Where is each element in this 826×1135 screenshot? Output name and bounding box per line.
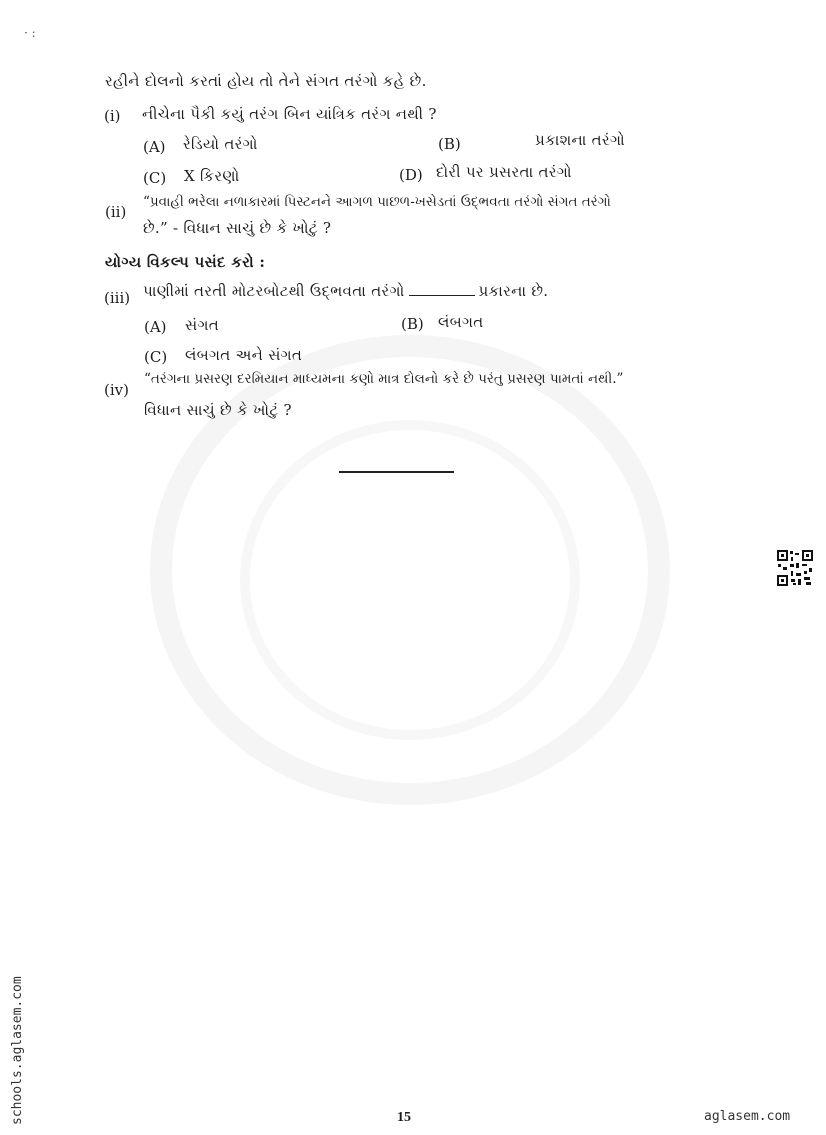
q2-number: (ii) xyxy=(105,203,127,221)
q3-option-b-label: (B) xyxy=(401,315,424,333)
q3-option-c-label: (C) xyxy=(144,348,168,366)
q1-option-b-text: પ્રકાશના તરંગો xyxy=(535,131,625,149)
footer-watermark: aglasem.com xyxy=(704,1109,791,1124)
q3-option-a-label: (A) xyxy=(144,318,167,336)
q1-option-c-text: X કિરણો xyxy=(184,167,240,185)
qr-code-icon xyxy=(776,549,814,587)
q3-option-b-text: લંબગત xyxy=(438,313,484,331)
q1-option-a-label: (A) xyxy=(143,138,166,156)
q1-option-b-label: (B) xyxy=(438,135,461,153)
section-heading: યોગ્ય વિકલ્પ પસંદ કરો : xyxy=(105,253,266,271)
end-rule xyxy=(339,471,454,473)
q1-option-d-text: દોરી પર પ્રસરતા તરંગો xyxy=(436,163,572,181)
q1-option-c-label: (C) xyxy=(143,169,167,187)
page-number: 15 xyxy=(397,1110,411,1125)
q1-option-d-label: (D) xyxy=(399,166,423,184)
q4-line2: વિધાન સાચું છે કે ખોટું ? xyxy=(144,401,292,419)
q3-option-c-text: લંબગત અને સંગત xyxy=(185,346,303,364)
q3-option-a-text: સંગત xyxy=(185,316,219,334)
continued-line: રહીને દોલનો કરતાં હોય તો તેને સંગત તરંગો કહે છે. xyxy=(105,72,427,90)
q3-text xyxy=(143,281,548,301)
top-corner-marks: · : xyxy=(24,26,36,40)
q1-number: (i) xyxy=(104,107,121,125)
q3-text-before: પાણીમાં તરતી મોટરબોટથી ઉદ્ભવતા તરંગો xyxy=(143,282,405,300)
q3-text-after: પ્રકારના છે. xyxy=(478,282,549,300)
side-watermark: schools.aglasem.com xyxy=(10,976,25,1125)
q3-number: (iii) xyxy=(104,289,131,307)
q4-line1: “તરંગના પ્રસરણ દરમિયાન માધ્યમના કણો માત્ર દોલનો કરે છે પરંતુ પ્રસરણ પામતાં નથી.” xyxy=(144,371,624,387)
q2-line1: “પ્રવાહી ભરેલા નળાકારમાં પિસ્ટનને આગળ પાછળ-ખસેડતાં ઉદ્ભવતા તરંગો સંગત તરંગો xyxy=(143,194,611,210)
q4-number: (iv) xyxy=(104,381,129,399)
q1-option-a-text: રેડિયો તરંગો xyxy=(183,135,258,153)
q1-text: નીચેના પૈકી કયું તરંગ બિન યાંત્રિક તરંગ નથી ? xyxy=(142,105,437,123)
faded-seal-inner-ring xyxy=(240,420,580,740)
q3-blank xyxy=(409,294,475,296)
q2-line2: છે.” - વિધાન સાચું છે કે ખોટું ? xyxy=(143,219,332,237)
